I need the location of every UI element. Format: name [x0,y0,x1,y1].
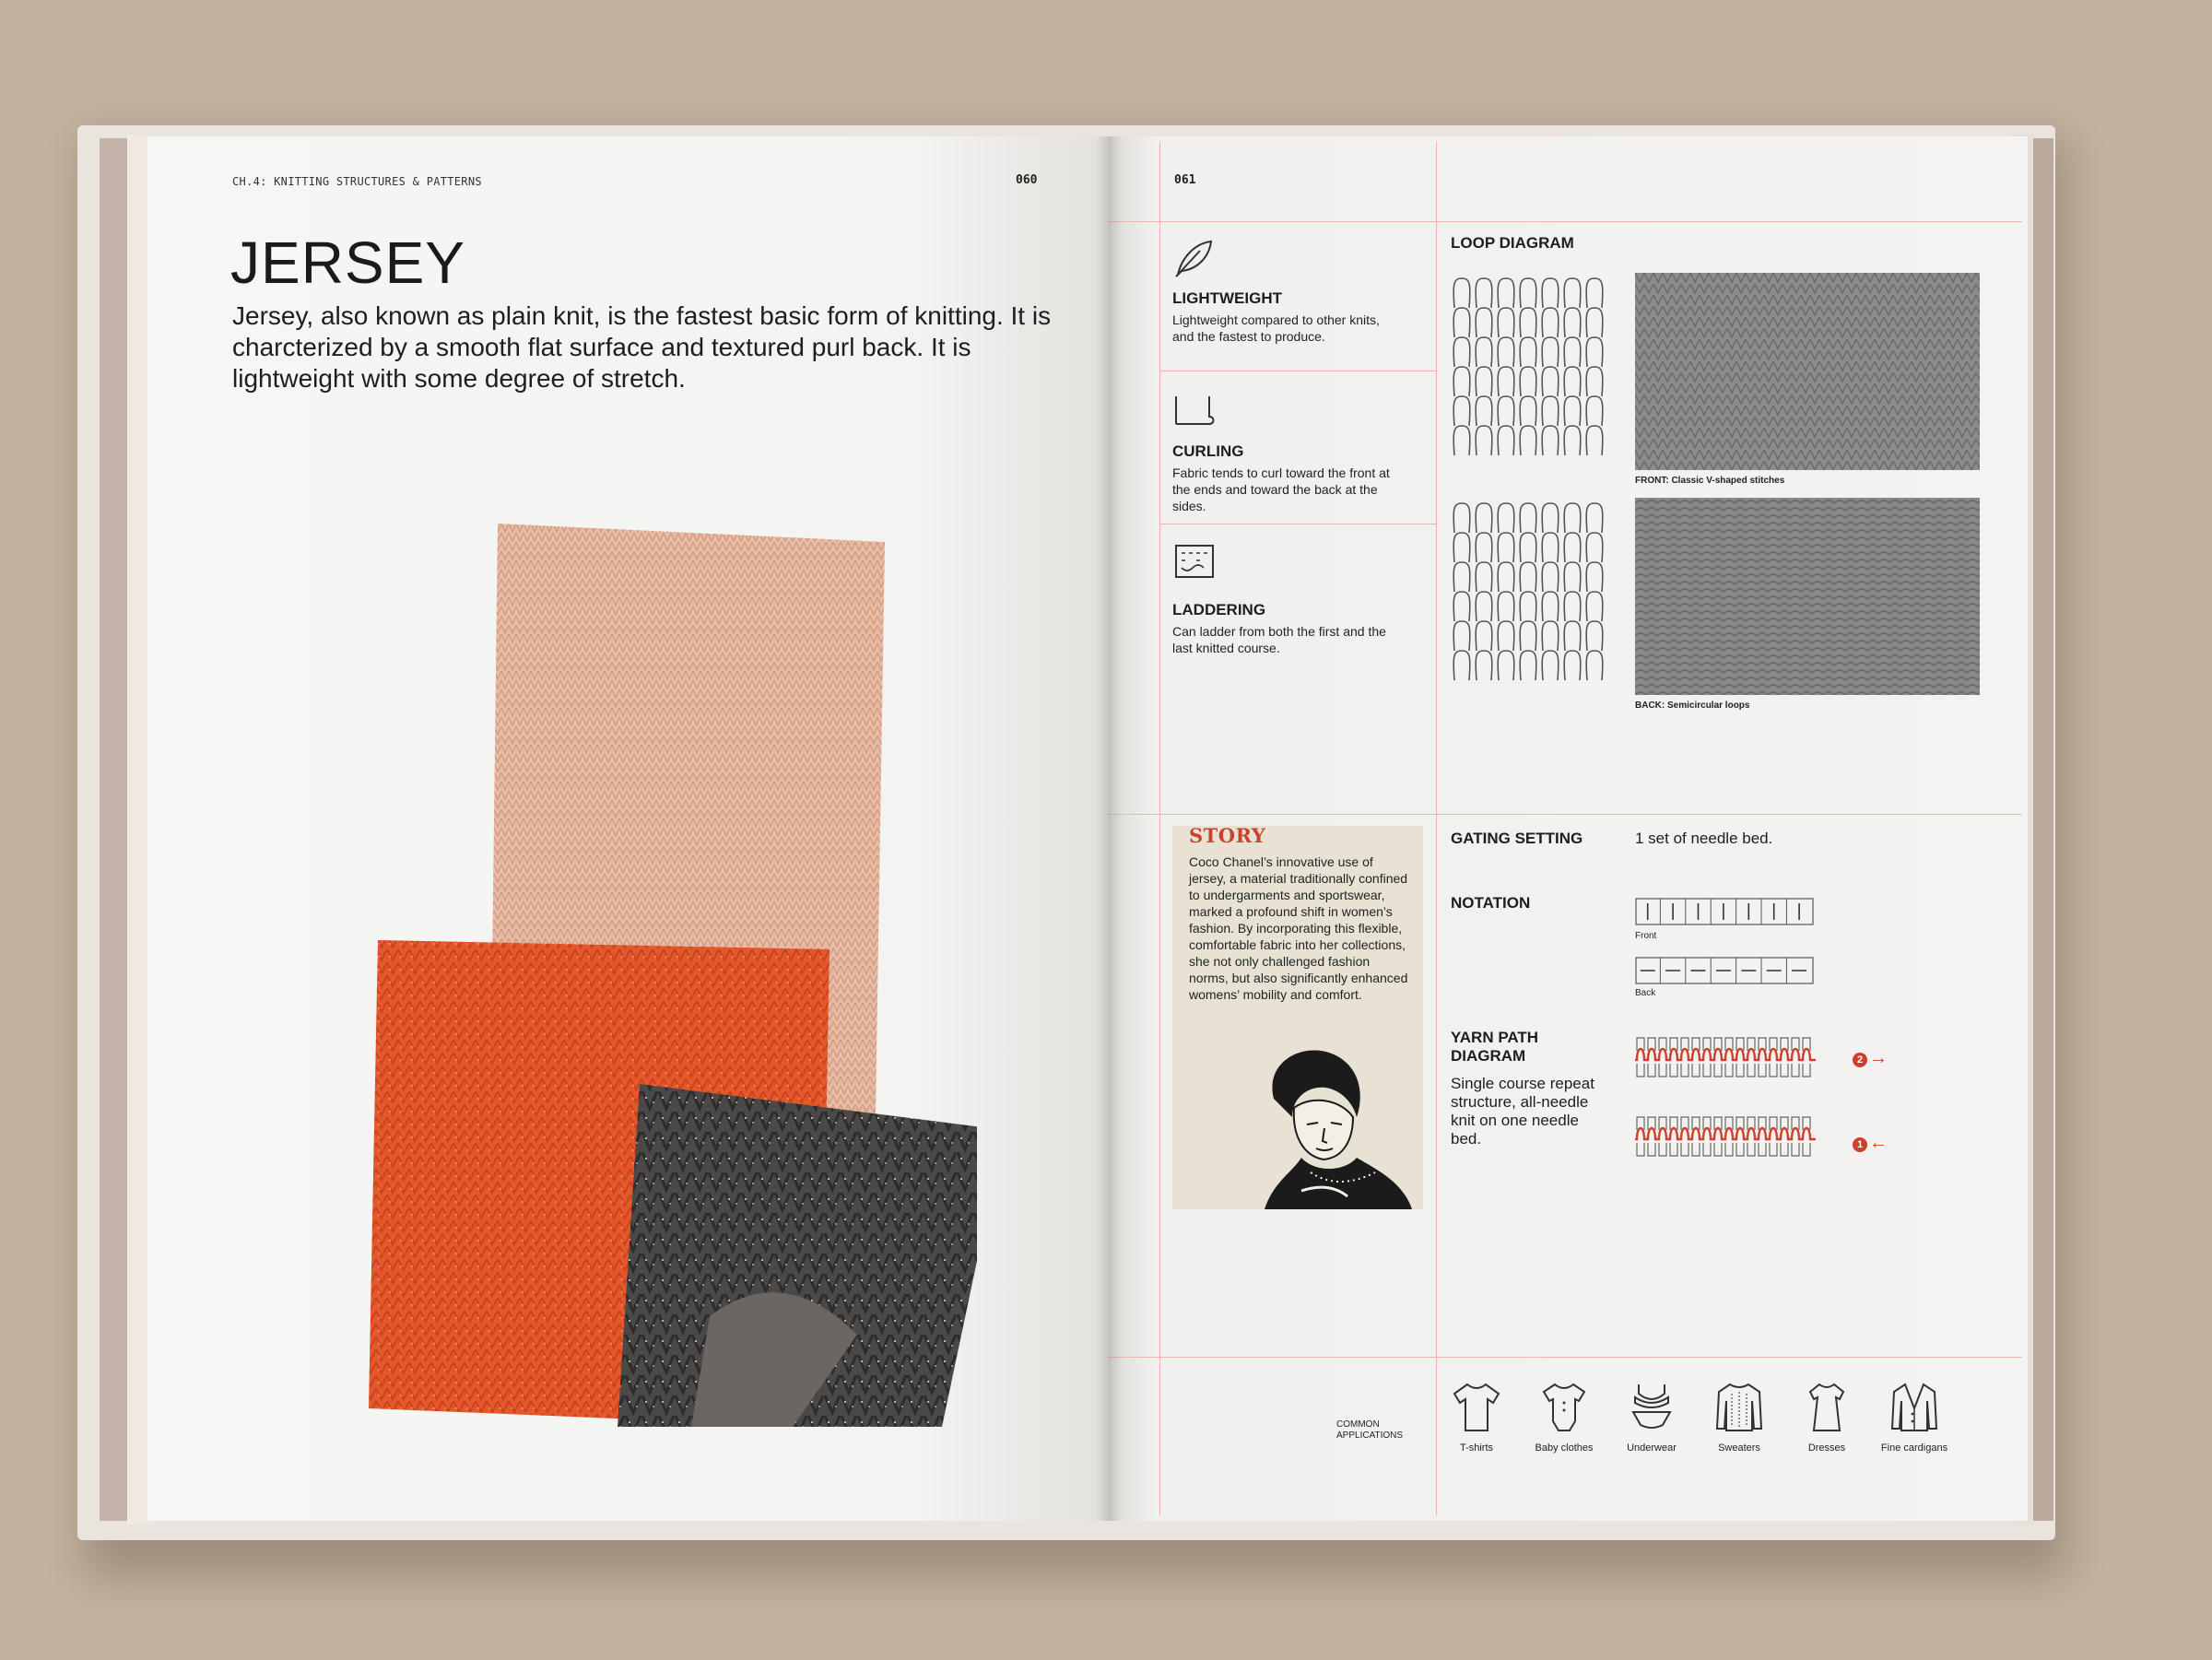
right-page [1108,136,2028,1521]
curl-icon [1172,393,1217,430]
knit-swatches-photo [313,524,977,1427]
tshirt-icon [1451,1381,1502,1434]
baby-clothes-icon [1538,1381,1590,1434]
loop-diagram-front [1451,271,1615,463]
application-label: Underwear [1627,1442,1677,1454]
story-box [1172,826,1423,1209]
course-1-badge: 1 [1853,1137,1867,1152]
feather-icon [1172,238,1217,278]
grid-line [1108,221,2022,222]
chapter-heading: CH.4: KNITTING STRUCTURES & PATTERNS [232,175,482,188]
page-number-left: 060 [1016,173,1038,187]
underwear-icon [1626,1381,1677,1434]
arrow-right-icon: → [1869,1048,1888,1068]
application-label: T-shirts [1459,1442,1494,1454]
dress-icon [1801,1381,1853,1434]
feature-title: LADDERING [1172,601,1266,618]
grid-line [1108,814,2022,815]
course-2-badge: 2 [1853,1053,1867,1067]
notation-front-label: Front [1635,931,1657,941]
feature-text: Lightweight compared to other knits, and the fastest to produce. [1172,312,1380,344]
yarn-path-diagram-course-2 [1635,1032,1816,1084]
feature-laddering [1172,542,1403,689]
back-fabric-photo [1635,498,1980,695]
ladder-icon [1172,542,1217,583]
loop-diagram-title: LOOP DIAGRAM [1451,234,1574,252]
cardigan-icon [1888,1381,1940,1434]
front-caption: FRONT: Classic V-shaped stitches [1635,476,1785,486]
notation-front-grid [1635,898,1814,925]
loop-diagram-back [1451,496,1615,686]
grid-line [1108,1357,2022,1358]
yarn-path-diagram-course-1 [1635,1112,1816,1163]
notation-label: NOTATION [1451,894,1531,912]
front-fabric-photo [1635,273,1980,470]
application-label: Sweaters [1718,1442,1760,1454]
application-dresses [1790,1381,1864,1454]
book-gutter [1095,136,1123,1521]
gating-value: 1 set of needle bed. [1635,830,1773,847]
yarn-path-text: Single course repeat structure, all-needle knit on one needle bed. [1451,1075,1594,1148]
application-sweaters [1702,1381,1776,1454]
application-baby-clothes [1527,1381,1601,1454]
application-fine-cardigans [1877,1381,1951,1454]
application-label: Dresses [1807,1442,1846,1454]
feature-lightweight [1172,238,1403,367]
coco-chanel-illustration [1237,1043,1412,1209]
application-tshirts [1440,1381,1513,1454]
sweater-icon [1713,1381,1765,1434]
back-caption: BACK: Semicircular loops [1635,700,1750,711]
feature-title: CURLING [1172,442,1244,460]
yarn-path-title: YARN PATH DIAGRAM [1451,1029,1539,1065]
story-title: STORY [1189,824,1266,847]
grid-line [1159,142,1160,1515]
feature-title: LIGHTWEIGHT [1172,289,1282,307]
page-number-right: 061 [1174,173,1196,187]
application-label: Baby clothes [1535,1442,1594,1454]
application-underwear [1615,1381,1688,1454]
feature-text: Can ladder from both the first and the last knitted course. [1172,624,1386,655]
page-title: JERSEY [230,230,465,296]
feature-text: Fabric tends to curl toward the front at the ends and toward the back at the sides. [1172,465,1390,513]
feature-curling [1172,393,1403,522]
notation-back-grid [1635,957,1814,984]
arrow-left-icon: ← [1869,1133,1888,1153]
story-text: Coco Chanel’s innovative use of jersey, a material traditionally confined to undergarments and sportswear, marked a profound shift in women’s fashion. By incorporating this flexible, comfortable fabric into her collections, she not only challenged fashion norms, but also significantly enhanced womens’ mobility and comfort. [1189,854,1408,1002]
application-label: Fine cardigans [1880,1442,1948,1454]
grid-line [1436,142,1437,1515]
left-page [147,136,1108,1521]
notation-back-label: Back [1635,988,1656,998]
page-description: Jersey, also known as plain knit, is the fastest basic form of knitting. It is charcterized by a smooth flat surface and textured purl back. It is lightweight with some degree of stretch. [232,301,1052,393]
gating-label: GATING SETTING [1451,830,1583,847]
applications-label: COMMON APPLICATIONS [1336,1419,1404,1441]
